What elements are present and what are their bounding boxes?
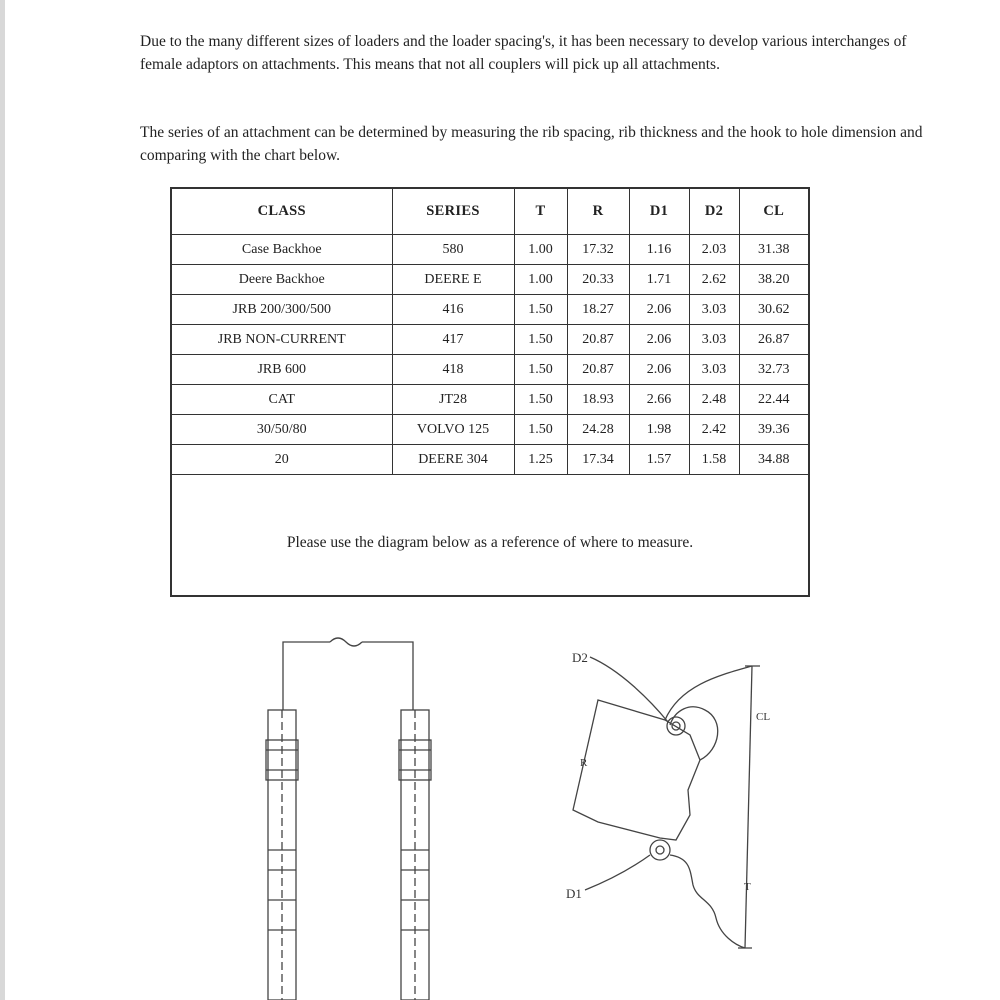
table-cell-d1: 2.06 [629,355,689,385]
table-cell-d2: 3.03 [689,295,739,325]
column-header-series: SERIES [392,189,514,235]
table-cell-cl: 31.38 [739,235,808,265]
table-cell-cl: 30.62 [739,295,808,325]
series-chart [170,187,810,597]
table-cell-cl: 22.44 [739,385,808,415]
table-header-row [172,189,808,235]
table-cell-class: CAT [172,385,392,415]
table-cell-t: 1.00 [514,265,567,295]
table-cell-r: 20.33 [567,265,629,295]
table-cell-cl: 39.36 [739,415,808,445]
table-cell-d2: 2.48 [689,385,739,415]
diagram-reference-note: Please use the diagram below as a reference of where to measure. [286,534,694,551]
table-cell-class: JRB 600 [172,355,392,385]
table-cell-r: 18.27 [567,295,629,325]
table-cell-t: 1.25 [514,445,567,475]
table-cell-d1: 1.71 [629,265,689,295]
table-cell-series: JT28 [392,385,514,415]
label-r: R [580,757,588,769]
spring-link [330,638,362,646]
table-row [172,265,808,295]
label-d1: D1 [566,886,582,901]
measurement-diagram [0,600,1000,1000]
table-cell-cl: 34.88 [739,445,808,475]
table-cell-cl: 32.73 [739,355,808,385]
table-cell-t: 1.50 [514,385,567,415]
intro-paragraph-1: Due to the many different sizes of loaders and the loader spacing's, it has been necessary to develop various interchanges of female adaptors on attachments. This means that not all couplers will pick up all attachments. [140,33,907,73]
column-header-d1: D1 [629,189,689,235]
table-cell-r: 24.28 [567,415,629,445]
table-cell-cl: 26.87 [739,325,808,355]
table-cell-series: DEERE E [392,265,514,295]
front-view-ribs [266,638,431,1000]
table-cell-r: 17.32 [567,235,629,265]
table-cell-class: Deere Backhoe [172,265,392,295]
table-row [172,295,808,325]
table-cell-series: VOLVO 125 [392,415,514,445]
table-row [172,415,808,445]
column-header-r: R [567,189,629,235]
column-header-cl: CL [739,189,808,235]
table-row [172,235,808,265]
table-cell-d2: 2.03 [689,235,739,265]
table-body [172,235,808,475]
table-cell-d1: 2.66 [629,385,689,415]
table-cell-series: 417 [392,325,514,355]
table-cell-r: 18.93 [567,385,629,415]
table-row [172,385,808,415]
table-cell-d1: 1.98 [629,415,689,445]
table-cell-d1: 2.06 [629,325,689,355]
table-cell-d2: 1.58 [689,445,739,475]
column-header-d2: D2 [689,189,739,235]
table-row [172,355,808,385]
table-cell-r: 20.87 [567,325,629,355]
table-cell-t: 1.50 [514,355,567,385]
table-cell-class: Case Backhoe [172,235,392,265]
table-cell-t: 1.00 [514,235,567,265]
side-view-profile [573,657,760,948]
label-d2: D2 [572,650,588,665]
table-cell-t: 1.50 [514,295,567,325]
label-t: T [744,881,751,893]
table-cell-series: 580 [392,235,514,265]
table-cell-d2: 2.42 [689,415,739,445]
table-cell-d2: 2.62 [689,265,739,295]
table-cell-t: 1.50 [514,415,567,445]
label-cl: CL [756,711,771,723]
table-cell-d2: 3.03 [689,325,739,355]
table-cell-class: 20 [172,445,392,475]
table-row [172,445,808,475]
table-cell-d1: 1.16 [629,235,689,265]
table-cell-d1: 2.06 [629,295,689,325]
table-cell-class: JRB NON-CURRENT [172,325,392,355]
table-cell-d1: 1.57 [629,445,689,475]
column-header-class: CLASS [172,189,392,235]
table-cell-r: 20.87 [567,355,629,385]
table-cell-class: 30/50/80 [172,415,392,445]
intro-paragraph-2: The series of an attachment can be determined by measuring the rib spacing, rib thickness and the hook to hole dimension and comparing with the chart below. [140,124,923,164]
table-cell-class: JRB 200/300/500 [172,295,392,325]
table-cell-t: 1.50 [514,325,567,355]
table-cell-series: DEERE 304 [392,445,514,475]
table-row [172,325,808,355]
table-cell-r: 17.34 [567,445,629,475]
series-table [172,189,808,475]
table-cell-series: 418 [392,355,514,385]
table-cell-series: 416 [392,295,514,325]
column-header-t: T [514,189,567,235]
table-cell-cl: 38.20 [739,265,808,295]
table-cell-d2: 3.03 [689,355,739,385]
